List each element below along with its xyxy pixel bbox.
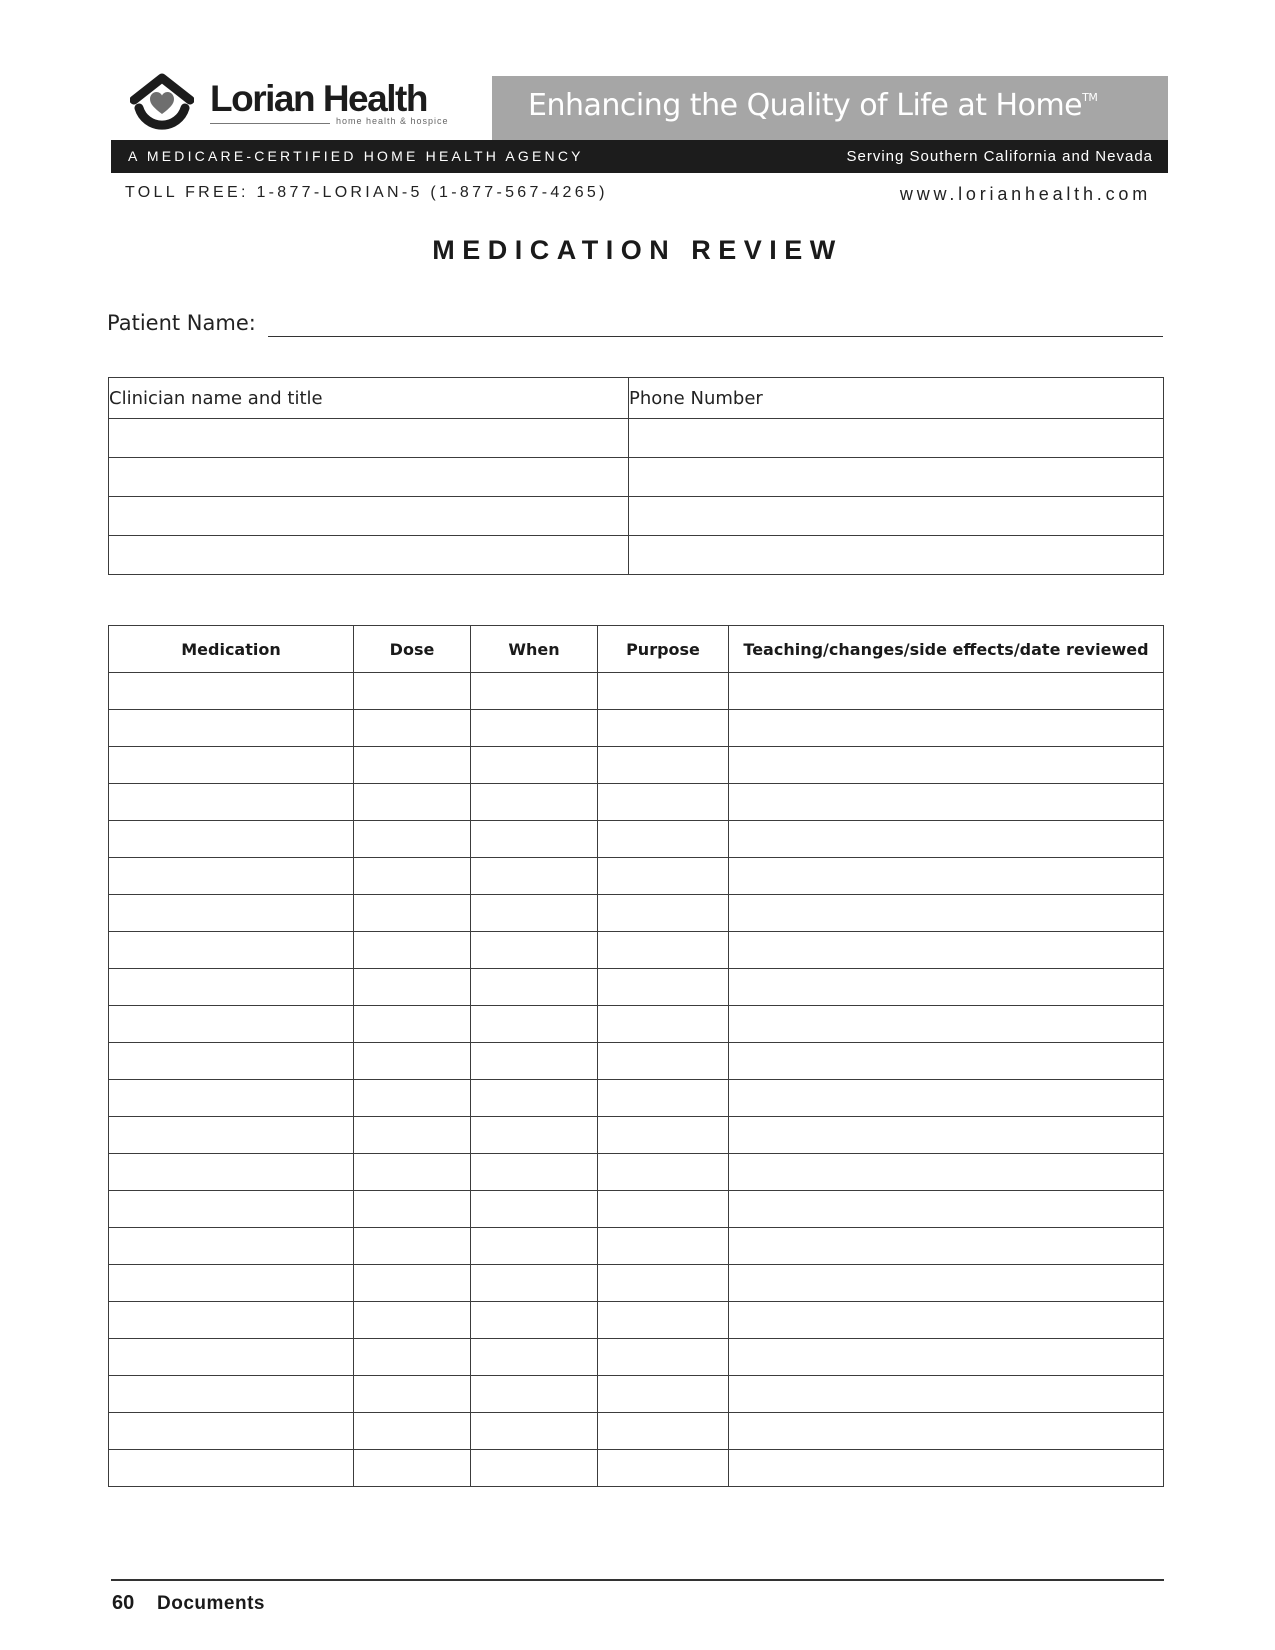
patient-name-label: Patient Name: (107, 311, 256, 335)
page-number: 60 (112, 1592, 135, 1614)
when-cell[interactable] (471, 1339, 598, 1376)
when-cell[interactable] (471, 1006, 598, 1043)
medication-cell[interactable] (109, 1450, 354, 1487)
medication-cell[interactable] (109, 1376, 354, 1413)
medication-row (109, 1117, 1164, 1154)
medication-row (109, 1450, 1164, 1487)
dose-cell[interactable] (354, 784, 471, 821)
medication-row (109, 1302, 1164, 1339)
when-cell[interactable] (471, 1117, 598, 1154)
when-cell[interactable] (471, 1413, 598, 1450)
dose-cell[interactable] (354, 895, 471, 932)
dose-header: Dose (354, 626, 471, 673)
when-cell[interactable] (471, 821, 598, 858)
medication-row (109, 821, 1164, 858)
teaching-cell[interactable] (729, 858, 1164, 895)
clinician-row (109, 458, 1164, 497)
teaching-cell[interactable] (729, 1376, 1164, 1413)
when-cell[interactable] (471, 1154, 598, 1191)
purpose-cell[interactable] (598, 932, 729, 969)
agency-band (111, 140, 1168, 173)
medication-cell[interactable] (109, 1265, 354, 1302)
teaching-cell[interactable] (729, 747, 1164, 784)
when-cell[interactable] (471, 710, 598, 747)
teaching-cell[interactable] (729, 1154, 1164, 1191)
medication-row (109, 1339, 1164, 1376)
dose-cell[interactable] (354, 858, 471, 895)
dose-cell[interactable] (354, 1450, 471, 1487)
brand-subtitle: home health & hospice (336, 116, 449, 126)
teaching-cell[interactable] (729, 1413, 1164, 1450)
clinician-header-row (109, 378, 1164, 419)
teaching-cell[interactable] (729, 1006, 1164, 1043)
clinician-name-cell[interactable] (109, 497, 629, 536)
medication-row (109, 932, 1164, 969)
when-cell[interactable] (471, 858, 598, 895)
company-logo (128, 72, 488, 140)
clinician-name-header: Clinician name and title (109, 378, 629, 419)
medication-row (109, 1080, 1164, 1117)
when-cell[interactable] (471, 1191, 598, 1228)
medication-cell[interactable] (109, 673, 354, 710)
purpose-cell[interactable] (598, 710, 729, 747)
medication-cell[interactable] (109, 784, 354, 821)
agency-certification: A MEDICARE-CERTIFIED HOME HEALTH AGENCY (128, 148, 584, 164)
when-cell[interactable] (471, 1080, 598, 1117)
medication-row (109, 673, 1164, 710)
purpose-cell[interactable] (598, 1117, 729, 1154)
medication-cell[interactable] (109, 747, 354, 784)
medication-row (109, 1413, 1164, 1450)
when-cell[interactable] (471, 895, 598, 932)
medication-cell[interactable] (109, 1228, 354, 1265)
clinician-table-body (109, 419, 1164, 575)
teaching-cell[interactable] (729, 1265, 1164, 1302)
medication-cell[interactable] (109, 710, 354, 747)
purpose-cell[interactable] (598, 1413, 729, 1450)
medication-header: Medication (109, 626, 354, 673)
clinician-row (109, 497, 1164, 536)
purpose-cell[interactable] (598, 1043, 729, 1080)
dose-cell[interactable] (354, 747, 471, 784)
medication-cell[interactable] (109, 821, 354, 858)
dose-cell[interactable] (354, 1228, 471, 1265)
medication-row (109, 784, 1164, 821)
dose-cell[interactable] (354, 673, 471, 710)
teaching-cell[interactable] (729, 1450, 1164, 1487)
medication-cell[interactable] (109, 1080, 354, 1117)
dose-cell[interactable] (354, 932, 471, 969)
purpose-cell[interactable] (598, 821, 729, 858)
when-cell[interactable] (471, 747, 598, 784)
teaching-cell[interactable] (729, 895, 1164, 932)
medication-header-row (109, 626, 1164, 673)
medication-row (109, 1228, 1164, 1265)
medication-row (109, 710, 1164, 747)
purpose-cell[interactable] (598, 1339, 729, 1376)
form-title: MEDICATION REVIEW (432, 235, 843, 265)
dose-cell[interactable] (354, 1191, 471, 1228)
section-name: Documents (157, 1593, 265, 1614)
when-cell[interactable] (471, 1043, 598, 1080)
clinician-name-cell[interactable] (109, 419, 629, 458)
house-heart-icon (130, 72, 194, 138)
teaching-cell[interactable] (729, 1228, 1164, 1265)
when-cell[interactable] (471, 784, 598, 821)
medication-table (108, 625, 1164, 1487)
teaching-cell[interactable] (729, 710, 1164, 747)
medication-row (109, 1265, 1164, 1302)
medication-table-body (109, 673, 1164, 1487)
teaching-cell[interactable] (729, 1191, 1164, 1228)
teaching-cell[interactable] (729, 969, 1164, 1006)
phone-number-header: Phone Number (629, 378, 1164, 419)
dose-cell[interactable] (354, 1413, 471, 1450)
footer-rule (111, 1579, 1164, 1581)
trademark-symbol: TM (1082, 91, 1098, 104)
medication-cell[interactable] (109, 895, 354, 932)
medication-cell[interactable] (109, 1302, 354, 1339)
teaching-cell[interactable] (729, 821, 1164, 858)
dose-cell[interactable] (354, 1117, 471, 1154)
phone-number-cell[interactable] (629, 536, 1164, 575)
medication-cell[interactable] (109, 1006, 354, 1043)
purpose-cell[interactable] (598, 858, 729, 895)
purpose-cell[interactable] (598, 1154, 729, 1191)
brand-name: Lorian Health (210, 78, 427, 119)
when-cell[interactable] (471, 1265, 598, 1302)
purpose-cell[interactable] (598, 969, 729, 1006)
when-cell[interactable] (471, 1302, 598, 1339)
medication-cell[interactable] (109, 932, 354, 969)
purpose-cell[interactable] (598, 673, 729, 710)
when-cell[interactable] (471, 673, 598, 710)
medication-cell[interactable] (109, 1043, 354, 1080)
medication-cell[interactable] (109, 1154, 354, 1191)
purpose-cell[interactable] (598, 895, 729, 932)
when-cell[interactable] (471, 932, 598, 969)
medication-cell[interactable] (109, 858, 354, 895)
teaching-cell[interactable] (729, 1302, 1164, 1339)
patient-name-field[interactable] (268, 336, 1163, 337)
when-cell[interactable] (471, 1228, 598, 1265)
website-url: www.lorianhealth.com (899, 184, 1151, 204)
phone-number-cell[interactable] (629, 497, 1164, 536)
medication-row (109, 1191, 1164, 1228)
dose-cell[interactable] (354, 1339, 471, 1376)
when-cell[interactable] (471, 1376, 598, 1413)
dose-cell[interactable] (354, 1043, 471, 1080)
teaching-cell[interactable] (729, 1117, 1164, 1154)
teaching-cell[interactable] (729, 1339, 1164, 1376)
phone-number-cell[interactable] (629, 419, 1164, 458)
purpose-cell[interactable] (598, 1006, 729, 1043)
dose-cell[interactable] (354, 1080, 471, 1117)
medication-row (109, 1006, 1164, 1043)
teaching-cell[interactable] (729, 932, 1164, 969)
medication-row (109, 858, 1164, 895)
medication-cell[interactable] (109, 1117, 354, 1154)
service-area: Serving Southern California and Nevada (846, 148, 1153, 165)
medication-cell[interactable] (109, 1339, 354, 1376)
medication-row (109, 895, 1164, 932)
medication-cell[interactable] (109, 1413, 354, 1450)
teaching-cell[interactable] (729, 1080, 1164, 1117)
teaching-cell[interactable] (729, 784, 1164, 821)
clinician-table (108, 377, 1164, 575)
when-header: When (471, 626, 598, 673)
purpose-cell[interactable] (598, 1450, 729, 1487)
purpose-cell[interactable] (598, 747, 729, 784)
medication-row (109, 969, 1164, 1006)
purpose-cell[interactable] (598, 1228, 729, 1265)
toll-free-number: TOLL FREE: 1-877-LORIAN-5 (1-877-567-4265) (125, 184, 608, 201)
when-cell[interactable] (471, 969, 598, 1006)
dose-cell[interactable] (354, 1006, 471, 1043)
clinician-name-cell[interactable] (109, 458, 629, 497)
medication-cell[interactable] (109, 969, 354, 1006)
medication-row (109, 1376, 1164, 1413)
tagline-banner (492, 76, 1168, 140)
when-cell[interactable] (471, 1450, 598, 1487)
teaching-header: Teaching/changes/side effects/date reviewed (729, 626, 1164, 673)
clinician-name-cell[interactable] (109, 536, 629, 575)
clinician-row (109, 419, 1164, 458)
purpose-cell[interactable] (598, 1302, 729, 1339)
teaching-cell[interactable] (729, 1043, 1164, 1080)
medication-row (109, 1154, 1164, 1191)
purpose-cell[interactable] (598, 1191, 729, 1228)
purpose-cell[interactable] (598, 1265, 729, 1302)
medication-cell[interactable] (109, 1191, 354, 1228)
dose-cell[interactable] (354, 1376, 471, 1413)
clinician-row (109, 536, 1164, 575)
phone-number-cell[interactable] (629, 458, 1164, 497)
purpose-header: Purpose (598, 626, 729, 673)
dose-cell[interactable] (354, 1154, 471, 1191)
purpose-cell[interactable] (598, 1080, 729, 1117)
dose-cell[interactable] (354, 1265, 471, 1302)
medication-row (109, 747, 1164, 784)
tagline (528, 88, 1098, 123)
purpose-cell[interactable] (598, 784, 729, 821)
purpose-cell[interactable] (598, 1376, 729, 1413)
dose-cell[interactable] (354, 969, 471, 1006)
medication-row (109, 1043, 1164, 1080)
brand-rule (210, 123, 330, 124)
teaching-cell[interactable] (729, 673, 1164, 710)
tagline-text: Enhancing the Quality of Life at Home (528, 88, 1083, 123)
dose-cell[interactable] (354, 710, 471, 747)
dose-cell[interactable] (354, 821, 471, 858)
dose-cell[interactable] (354, 1302, 471, 1339)
